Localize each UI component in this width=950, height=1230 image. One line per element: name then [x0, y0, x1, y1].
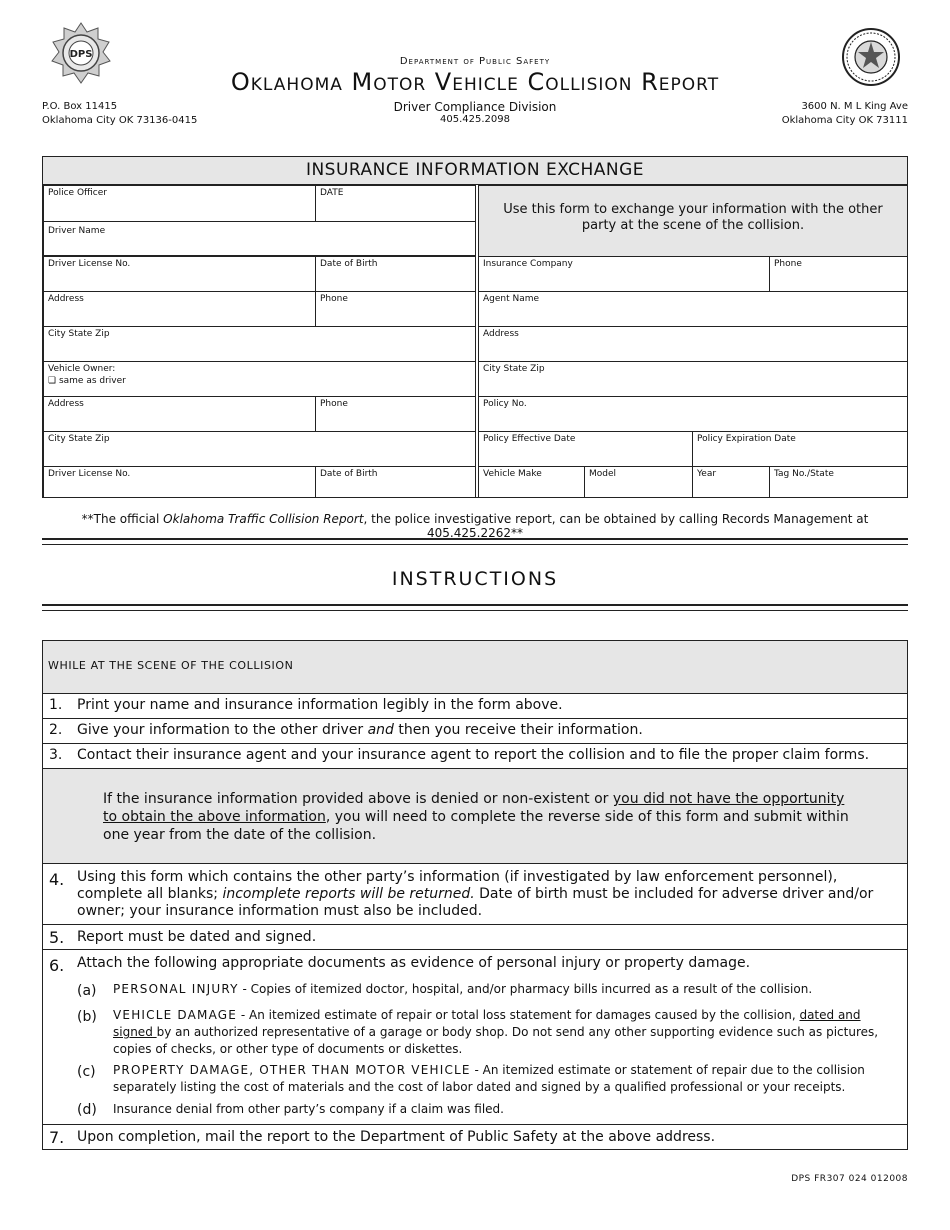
instruction-row [42, 1124, 908, 1150]
divider [42, 538, 908, 545]
step-text: Give your information to the other driver and then you receive their information. [77, 722, 643, 738]
address-line: P.O. Box 11415 [42, 101, 118, 112]
owner-city-state-zip-field[interactable]: City State Zip [43, 431, 476, 467]
division-name: Driver Compliance Division [393, 100, 557, 114]
model-field[interactable]: Model [584, 466, 693, 498]
department-name: Department of Public Safety [399, 56, 551, 67]
denied-note-text: If the insurance information provided above is denied or non-existent or you did not have the opportunity to obtain the above information, you will need to complete the reverse side of this form and submit within one year from the date of the collision. [103, 791, 849, 843]
denied-insurance-note [42, 768, 908, 864]
step-text: Contact their insurance agent and your insurance agent to report the collision and to file the proper claim forms. [77, 747, 870, 763]
driver-name-field[interactable]: Driver Name [43, 221, 476, 256]
vehicle-owner-field[interactable] [43, 361, 476, 397]
step-text: Attach the following appropriate documents as evidence of personal injury or property damage. [77, 955, 751, 971]
sub-item-label: (c) [77, 1064, 96, 1080]
agent-city-state-zip-field[interactable]: City State Zip [478, 361, 908, 397]
address-line: Oklahoma City OK 73111 [781, 115, 908, 126]
instructions-title: INSTRUCTIONS [391, 568, 559, 590]
owner-address-field[interactable]: Address [43, 396, 316, 432]
sub-item-label: (d) [77, 1102, 97, 1118]
vehicle-owner-label: Vehicle Owner: [48, 364, 116, 374]
official-note-suffix: , the police investigative report, can be obtained by calling Records Management at 405.425.2262** [363, 512, 869, 540]
instruction-row [42, 693, 908, 719]
step-text: Print your name and insurance information legibly in the form above. [77, 697, 563, 713]
scene-header-row [42, 640, 908, 694]
page-title: Oklahoma Motor Vehicle Collision Report [230, 68, 720, 96]
agent-name-field[interactable]: Agent Name [478, 291, 908, 327]
form-section-title: INSURANCE INFORMATION EXCHANGE [43, 157, 907, 185]
official-report-name: Oklahoma Traffic Collision Report [163, 512, 364, 526]
policy-number-field[interactable]: Policy No. [478, 396, 908, 432]
driver-license-field[interactable]: Driver License No. [43, 256, 316, 292]
checkbox-icon[interactable]: ❏ [48, 376, 57, 386]
step-number: 7. [49, 1128, 65, 1147]
date-field[interactable]: DATE [315, 185, 476, 222]
policy-expiration-date-field[interactable]: Policy Expiration Date [692, 431, 908, 467]
year-field[interactable]: Year [692, 466, 770, 498]
police-officer-field[interactable]: Police Officer [43, 185, 316, 222]
street-address [782, 100, 908, 128]
official-note-prefix: **The official [81, 512, 164, 526]
sub-item-text: PERSONAL INJURY - Copies of itemized doctor, hospital, and/or pharmacy bills incurred as a result of the collision. [113, 982, 813, 996]
official-report-note [42, 512, 908, 540]
city-state-zip-field[interactable]: City State Zip [43, 326, 476, 362]
owner-phone-field[interactable]: Phone [315, 396, 476, 432]
vehicle-make-field[interactable]: Vehicle Make [478, 466, 585, 498]
sub-item-label: (a) [77, 983, 97, 999]
date-of-birth-field[interactable]: Date of Birth [315, 256, 476, 292]
division-phone: 405.425.2098 [440, 114, 510, 125]
sub-item-label: (b) [77, 1009, 97, 1025]
address-line: Oklahoma City OK 73136-0415 [42, 115, 198, 126]
logo-text: DPS [69, 49, 93, 60]
address-field[interactable]: Address [43, 291, 316, 327]
address-line: 3600 N. M L King Ave [801, 101, 908, 112]
insurance-company-field[interactable]: Insurance Company [478, 256, 770, 292]
same-as-driver-label: same as driver [58, 376, 126, 386]
step-number: 4. [49, 870, 65, 889]
sub-item-text: Insurance denial from other party’s company if a claim was filed. [113, 1102, 504, 1116]
step-text: Using this form which contains the other party’s information (if investigated by law enforcement personnel), complete all blanks; incomplete reports will be returned. Date of birth must be included for adverse driver and/or owner; your insurance information must also be included. [77, 869, 874, 919]
divider [42, 604, 908, 611]
instruction-row [42, 924, 908, 950]
exchange-instruction-note: Use this form to exchange your information with the other party at the scene of the collision. [478, 185, 908, 257]
instruction-row [42, 718, 908, 744]
step-number: 1. [49, 697, 63, 713]
step-number: 2. [49, 722, 63, 738]
step-number: 5. [49, 928, 65, 947]
sub-item-text: PROPERTY DAMAGE, OTHER THAN MOTOR VEHICLE - An itemized estimate or statement of repair due to the collision separately listing the cost of materials and the cost of labor dated and signed by a qualified professional or your receipts. [113, 1063, 865, 1094]
owner-date-of-birth-field[interactable]: Date of Birth [315, 466, 476, 498]
owner-driver-license-field[interactable]: Driver License No. [43, 466, 316, 498]
step-text: Upon completion, mail the report to the Department of Public Safety at the above address. [77, 1129, 716, 1145]
agent-address-field[interactable]: Address [478, 326, 908, 362]
phone-field[interactable]: Phone [315, 291, 476, 327]
sub-item-text: VEHICLE DAMAGE - An itemized estimate of repair or total loss statement for damages caused by the collision, dated and signed by an authorized representative of a garage or body shop. Do not send any other supporting evidence such as pictures, copies of checks, or other type of documents or diskettes. [113, 1008, 879, 1056]
tag-number-field[interactable]: Tag No./State [769, 466, 908, 498]
scene-header: WHILE AT THE SCENE OF THE COLLISION [48, 659, 294, 672]
instruction-row [42, 743, 908, 769]
mailing-address [42, 100, 197, 128]
step-number: 3. [49, 747, 63, 763]
step-number: 6. [49, 956, 65, 975]
instruction-row [42, 949, 908, 1125]
insurance-phone-field[interactable]: Phone [769, 256, 908, 292]
policy-effective-date-field[interactable]: Policy Effective Date [478, 431, 693, 467]
instruction-row [42, 863, 908, 925]
form-number: DPS FR307 024 012008 [791, 1174, 908, 1184]
step-text: Report must be dated and signed. [77, 929, 317, 945]
